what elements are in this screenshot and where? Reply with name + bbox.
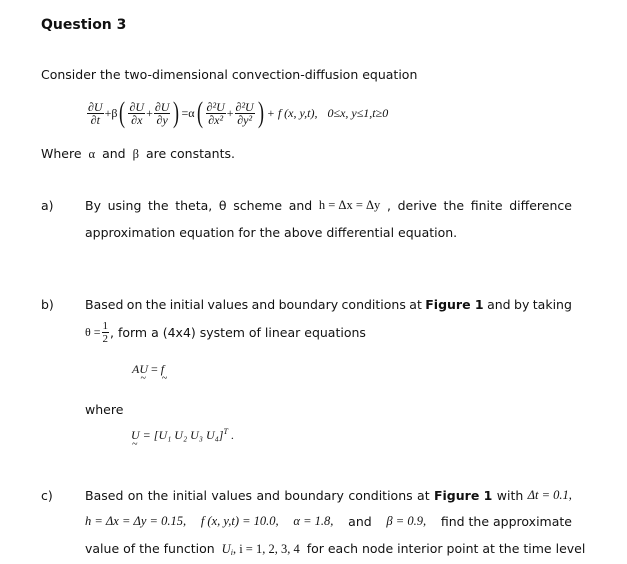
pde-equation: $\frac{\partial U}{\partial t}$ +β ( $\frac{\partial U}{\partial x}$ + $\frac{\partial U}{\partial y}$ ) =α ( $\frac{\text{∂²U}}{\text{∂x²}}$ + $\frac{\text{∂²U}}{\text{∂y²}}$ ) + f (x, y,t), 0≤x, y≤1,t≥0 — [88, 96, 389, 129]
equals-alpha: =α — [181, 105, 195, 120]
source-term: + f (x, y,t), — [266, 105, 318, 120]
figure-ref: Figure 1 — [425, 297, 484, 312]
part-c-label: c) — [41, 488, 53, 503]
d2udy2-fraction: $\frac{\text{∂²U}}{\text{∂y²}}$ — [235, 99, 254, 127]
part-b-label: b) — [41, 297, 54, 312]
one-half-fraction: $\frac{1}{2}$ — [102, 320, 109, 345]
part-a-line2: approximation equation for the above differential equation. — [85, 225, 458, 240]
where-line: Where α and β are constants. — [41, 146, 235, 161]
part-a-label: a) — [41, 198, 54, 213]
where-label: where — [85, 402, 124, 417]
plus-beta: +β — [104, 105, 118, 120]
domain-condition: 0≤x, y≤1,t≥0 — [327, 105, 389, 120]
part-c-line1: Based on the initial values and boundary conditions at Figure 1 with Δt = 0.1, — [85, 488, 572, 503]
part-b-line2: θ = $\frac{1}{2}$ , form a (4x4) system of linear equations — [85, 320, 366, 345]
figure-ref-2: Figure 1 — [433, 488, 493, 503]
part-c-line3: value of the function $U_i$, i = 1, 2, 3, 4 for each node interior point at the time level — [85, 541, 586, 557]
dudt-fraction: $\frac{\partial U}{\partial t}$ — [88, 99, 103, 127]
linear-system: AU ~ = f ~ — [132, 362, 164, 377]
intro-text: Consider the two-dimensional convection-diffusion equation — [41, 67, 418, 82]
vector-u: U ~ = [U₁ U₂ U₃ U₄]$^T$ . — [131, 427, 234, 443]
question-heading: Question 3 — [41, 17, 127, 33]
part-c-line2: h = Δx = Δy = 0.15, f (x, y,t) = 10.0, α = 1.8, and β = 0.9, find the approximate — [85, 514, 572, 529]
dudy-fraction: $\frac{\partial U}{\partial y}$ — [154, 99, 170, 127]
left-paren: ( — [119, 96, 126, 129]
right-paren-2: ) — [257, 96, 264, 129]
part-b-line1: Based on the initial values and boundary conditions at Figure 1 and by taking — [85, 297, 572, 312]
d2udx2-fraction: $\frac{\text{∂²U}}{\text{∂x²}}$ — [206, 99, 225, 127]
right-paren: ) — [173, 96, 180, 129]
part-a-line1: By using the theta, θ scheme and h = Δx = Δy , derive the finite difference — [85, 198, 572, 213]
left-paren-2: ( — [196, 96, 203, 129]
dudx-fraction: $\frac{\partial U}{\partial x}$ — [129, 99, 145, 127]
